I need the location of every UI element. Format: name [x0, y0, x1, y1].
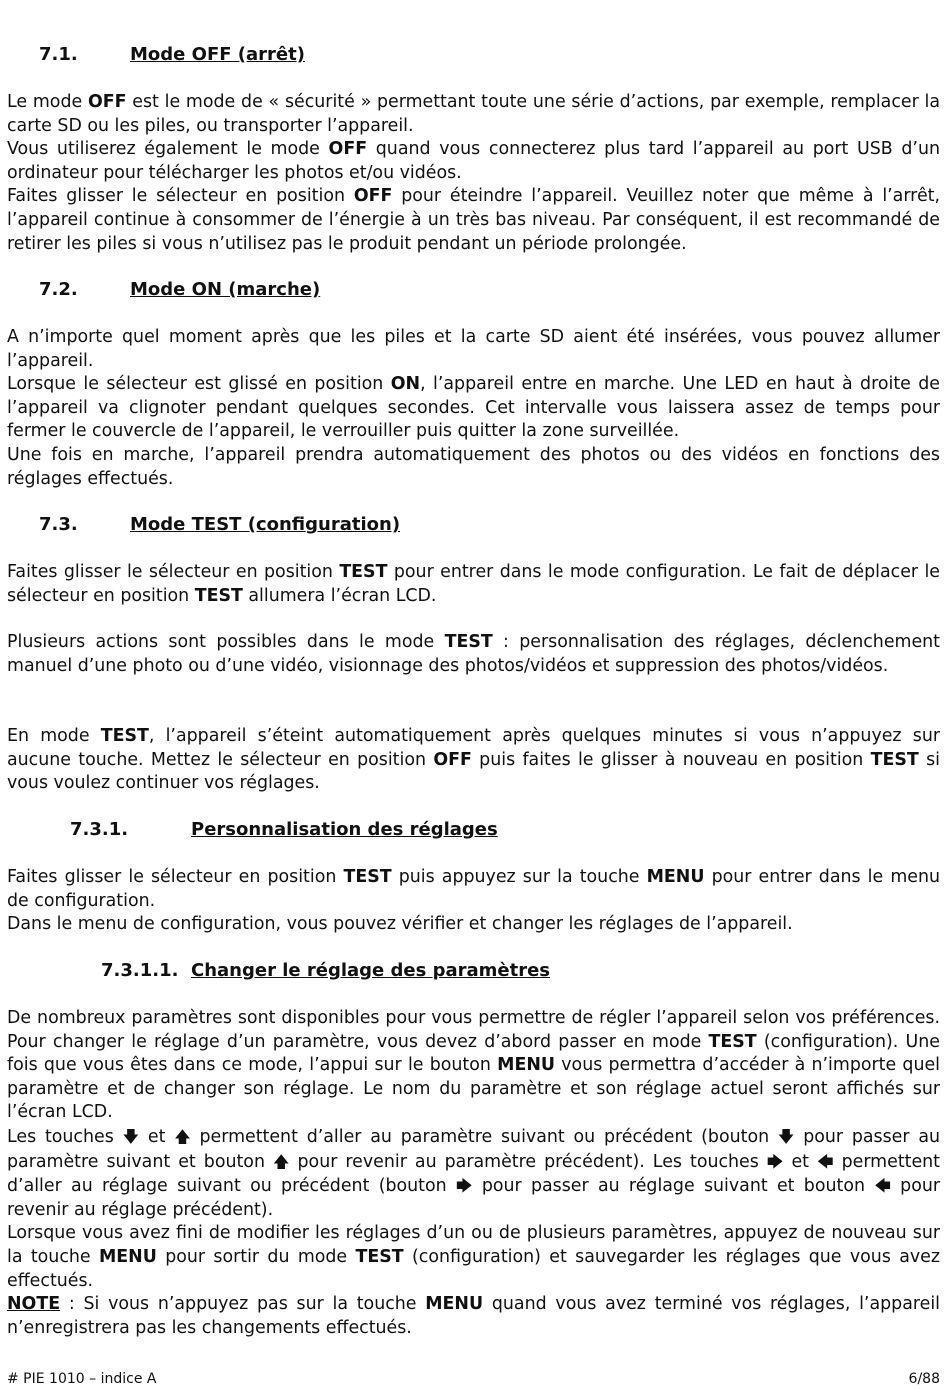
text: , l’appareil s’éteint automatiquement après quelques minutes si vous n’appuyez sur aucune touche. Mettez le sélecteur en position: [7, 726, 940, 770]
paragraph: [7, 185, 940, 256]
section-7-3-1-1-body: [7, 1007, 940, 1340]
text: pour entrer dans le menu de configuration.: [7, 867, 941, 911]
paragraph: [7, 1125, 940, 1222]
keyword-off: OFF: [87, 92, 127, 112]
text: allumera l’écran LCD.: [242, 585, 437, 606]
text: Plusieurs actions sont possibles dans le mode: [7, 632, 445, 652]
text: pour revenir au paramètre précédent). Les touches: [289, 1151, 767, 1172]
heading-number: 7.1.: [39, 44, 78, 65]
text: Faites glisser le sélecteur en position: [7, 867, 344, 887]
section-7-3-para1: [7, 561, 940, 608]
section-7-3-1-body: [7, 866, 940, 937]
keyword-test: TEST: [708, 1031, 757, 1052]
text: est le mode de « sécurité » permettant toute une série d’actions, par exemple, remplacer la carte SD ou les piles, ou transporter l’appareil.: [7, 92, 940, 136]
paragraph: [7, 725, 940, 796]
keyword-menu: MENU: [646, 867, 705, 887]
heading-number: 7.2.: [39, 279, 78, 300]
keyword-test: TEST: [100, 726, 149, 746]
arrow-down-icon: 🡇: [122, 1126, 140, 1146]
section-7-3-para3: [7, 725, 940, 796]
text: De nombreux paramètres sont disponibles pour vous permettre de régler l’appareil selon vos préférences. Pour changer le réglage d’un paramètre, vous devez d’abord passer en mode: [7, 1008, 940, 1052]
section-7-3-para2: [7, 631, 940, 678]
text: pour éteindre l’appareil. Veuillez noter que même à l’arrêt, l’appareil continue à consommer de l’énergie à un très bas niveau. Par conséquent, il est recommandé de retirer les piles si vous n’utilisez pas le produit pendant un période prolongée.: [7, 186, 940, 254]
text: , l’appareil entre en marche. Une LED en haut à droite de l’appareil va clignoter pendant quelques secondes. Cet intervalle vous laissera assez de temps pour fermer le couvercle de l’appareil, le verrouiller puis quitter la zone surveillée.: [7, 374, 940, 442]
text: Lorsque le sélecteur est glissé en position: [7, 374, 391, 395]
arrow-right-icon: 🡆: [766, 1151, 784, 1171]
keyword-test: TEST: [194, 585, 243, 606]
paragraph: [7, 866, 940, 913]
section-7-1-body: [7, 91, 940, 256]
paragraph: [7, 91, 940, 138]
text: pour passer au paramètre suivant et bouton: [7, 1126, 941, 1172]
paragraph: Une fois en marche, l’appareil prendra automatiquement des photos ou des vidéos en fonctions des réglages effectués.: [7, 444, 940, 489]
paragraph: [7, 1222, 940, 1293]
text: pour revenir au réglage précédent).: [7, 1176, 941, 1220]
text: : Si vous n’appuyez pas sur la touche: [60, 1294, 426, 1315]
heading-number: 7.3.1.1.: [101, 960, 179, 981]
text: quand vous avez terminé vos réglages, l’appareil n’enregistrera pas les changements effectués.: [7, 1294, 940, 1338]
heading-title: Mode TEST (configuration): [130, 514, 401, 535]
arrow-right-icon: 🡆: [455, 1176, 473, 1196]
keyword-off: OFF: [328, 139, 368, 160]
text: pour sortir du mode: [156, 1246, 356, 1267]
text: puis faites le glisser à nouveau en position: [471, 749, 871, 770]
heading-number: 7.3.: [39, 514, 78, 535]
heading-title: Mode ON (marche): [130, 279, 321, 300]
text: Faites glisser le sélecteur en position: [7, 186, 354, 207]
keyword-off: OFF: [433, 749, 472, 770]
text: pour passer au réglage suivant et bouton: [472, 1176, 875, 1197]
text: vous permettra d’accéder à n’importe quel paramètre et de changer son réglage. Le nom du paramètre et son réglage actuel seront affichés sur l’écran LCD.: [7, 1055, 940, 1123]
paragraph: [7, 373, 940, 444]
text: Le mode: [7, 92, 88, 112]
page-number: 6/88: [908, 1371, 940, 1387]
text: Les touches: [7, 1126, 123, 1147]
text: pour entrer dans le mode configuration. Le fait de déplacer le sélecteur en position: [7, 562, 940, 606]
text: Vous utiliserez également le mode: [7, 139, 329, 160]
text: et: [139, 1126, 175, 1147]
text: et: [783, 1151, 818, 1172]
paragraph: [7, 138, 940, 185]
arrow-left-icon: 🡄: [874, 1176, 891, 1196]
heading-title: Changer le réglage des paramètres: [191, 960, 551, 981]
document-reference: # PIE 1010 – indice A: [7, 1371, 157, 1387]
paragraph: [7, 561, 940, 608]
arrow-up-icon: 🡅: [273, 1151, 290, 1171]
keyword-off: OFF: [353, 186, 393, 207]
keyword-menu: MENU: [497, 1055, 556, 1076]
heading-title: Mode OFF (arrêt): [130, 44, 305, 65]
keyword-menu: MENU: [98, 1246, 157, 1267]
paragraph: Dans le menu de configuration, vous pouvez vérifier et changer les réglages de l’appareil.: [7, 914, 793, 935]
text: : personnalisation des réglages, déclenchement manuel d’une photo ou d’une vidéo, visionnage des photos/vidéos et suppression des photos/vidéos.: [7, 632, 940, 676]
text: permettent d’aller au paramètre suivant ou précédent (bouton: [190, 1126, 778, 1147]
text: (configuration). Une fois que vous êtes dans ce mode, l’appui sur le bouton: [7, 1031, 940, 1076]
heading-title: Personnalisation des réglages: [191, 819, 498, 840]
keyword-menu: MENU: [425, 1294, 484, 1315]
keyword-on: ON: [390, 374, 421, 395]
paragraph: [7, 631, 940, 678]
arrow-up-icon: 🡅: [174, 1126, 191, 1146]
arrow-left-icon: 🡄: [817, 1151, 834, 1171]
text: (configuration) et sauvegarder les réglages que vous avez effectués.: [7, 1246, 941, 1291]
text: En mode: [7, 726, 101, 746]
note-label: NOTE: [7, 1294, 61, 1315]
text: Faites glisser le sélecteur en position: [7, 562, 340, 582]
paragraph: [7, 1007, 940, 1125]
text: puis appuyez sur la touche: [391, 867, 647, 887]
keyword-test: TEST: [339, 562, 388, 582]
text: permettent d’aller au réglage suivant ou précédent (bouton: [7, 1151, 940, 1197]
heading-number: 7.3.1.: [70, 819, 129, 840]
note-paragraph: [7, 1293, 940, 1340]
keyword-test: TEST: [355, 1246, 404, 1267]
text: si vous voulez continuer vos réglages.: [7, 749, 940, 794]
text: quand vous connecterez plus tard l’appareil au port USB d’un ordinateur pour télécharger les photos et/ou vidéos.: [7, 139, 940, 183]
paragraph: A n’importe quel moment après que les piles et la carte SD aient été insérées, vous pouvez allumer l’appareil.: [7, 327, 940, 371]
section-7-2-body: [7, 326, 940, 491]
keyword-test: TEST: [444, 632, 493, 652]
text: Lorsque vous avez fini de modifier les réglages d’un ou de plusieurs paramètres, appuyez de nouveau sur la touche: [7, 1223, 940, 1267]
arrow-down-icon: 🡇: [777, 1126, 795, 1146]
keyword-test: TEST: [343, 867, 392, 887]
keyword-test: TEST: [870, 749, 919, 770]
